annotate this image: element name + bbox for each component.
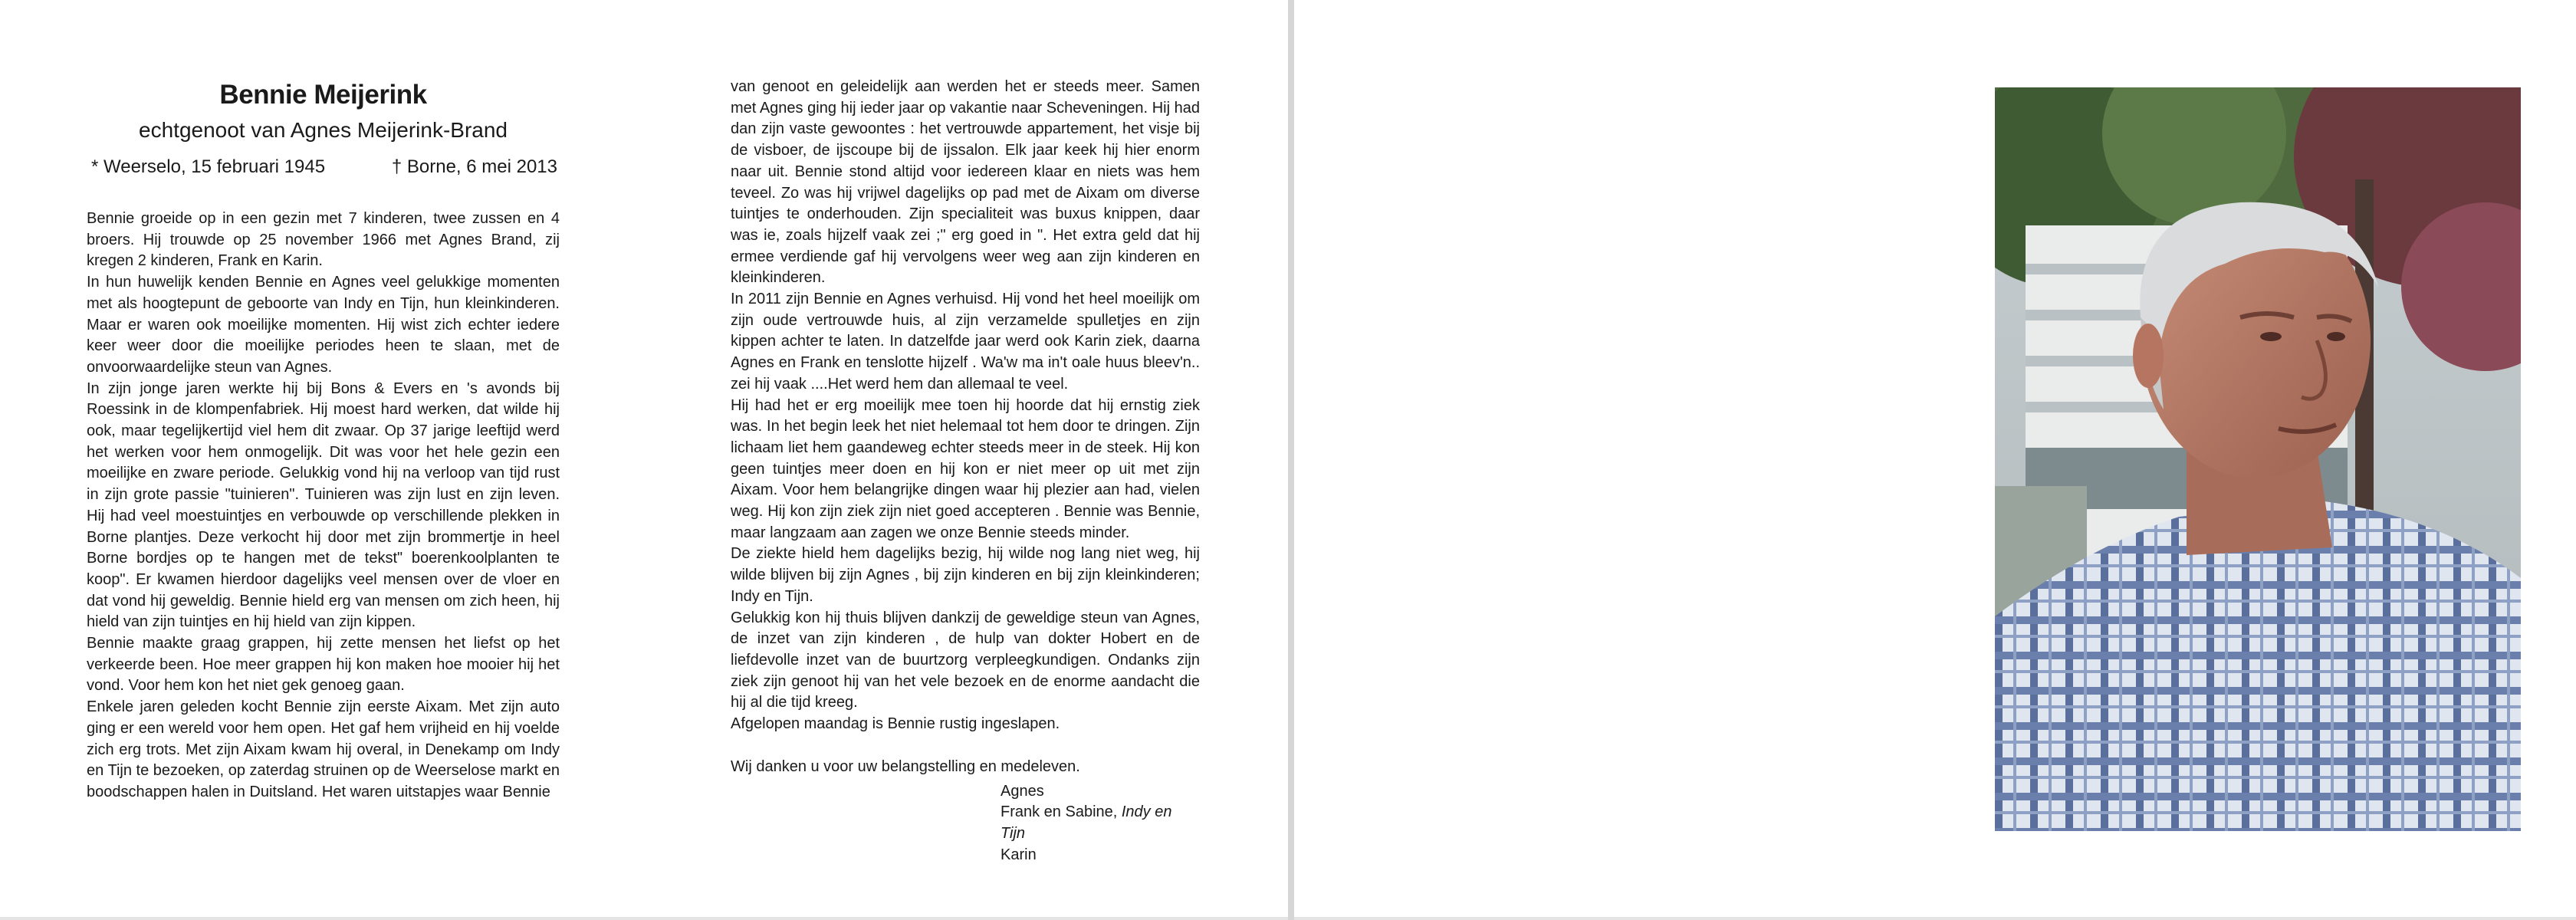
text-column-right: [731, 77, 1200, 866]
signer-parents: Frank en Sabine,: [1001, 803, 1122, 821]
signer-frank-sabine: [1001, 802, 1200, 844]
deceased-name: Bennie Meijerink: [219, 80, 427, 110]
signer-grandchildren: Indy en Tijn: [1001, 803, 1172, 842]
biography-part-2: [731, 77, 1200, 735]
life-dates: [87, 155, 560, 179]
thanks-line: Wij danken u voor uw belangstelling en medeleven.: [731, 757, 1080, 775]
paragraph: In zijn jonge jaren werkte hij bij Bons & Evers en 's avonds bij Roessink in de klompenfabriek. Hij moest hard werken, dat wilde hij ook, maar tegelijkertijd viel hem dit zwaar. Op 37 jarige leeftijd werd het werken voor hem onmogelijk. Dit was voor het hele gezin een moeilijke en zware periode. Gelukkig vond hij na verloop van tijd rust in zijn grote passie "tuinieren". Tuinieren was zijn lust en zijn leven. Hij had veel moestuintjes en verbouwde op verschillende plekken in Borne plantjes. Deze verkocht hij door met zijn brommertje in heel Borne bordjes op te hangen met de tekst" boerenkoolplanten te koop". Er kwamen hierdoor dagelijks veel mensen over de vloer en dat vond hij geweldig. Bennie hield erg van mensen om zich heen, hij hield van zijn tuintjes en hij hield van zijn kippen.: [87, 380, 560, 631]
birth-date: * Weerselo, 15 februari 1945: [91, 156, 326, 177]
paragraph: van genoot en geleidelijk aan werden het er steeds meer. Samen met Agnes ging hij ieder jaar op vakantie naar Scheveningen. Hij had dan zijn vaste gewoontes : het vertrouwde appartement, het visje bij de visboer, de ijscoupe bij de ijssalon. Elk jaar keek hij hier enorm naar uit. Bennie stond altijd voor iedereen klaar en niets was hem teveel. Zo was hij vrijwel dagelijks op pad met de Aixam om diverse tuintjes te onderhouden. Zijn specialiteit was buxus knippen, daar was ie, zoals hijzelf vaak zei ;" erg goed in ". Het extra geld dat hij ermee verdiende gaf hij vervolgens weer weg aan zijn kinderen en kleinkinderen.: [731, 78, 1200, 287]
signer-agnes: Agnes: [1001, 782, 1044, 800]
left-page: [0, 0, 1288, 917]
paragraph: Hij had het er erg moeilijk mee toen hij hoorde dat hij ernstig ziek was. In het begin leek het niet helemaal tot hem door te dringen. Zijn lichaam liet hem gaandeweg echter steeds meer in de steek. Hij kon geen tuintjes meer doen en hij kon er niet meer op uit met zijn Aixam. Voor hem belangrijke dingen waar hij plezier aan had, vielen weg. Hij kon zijn ziek zijn niet goed accepteren . Bennie was Bennie, maar langzaam aan zagen we onze Bennie steeds minder.: [731, 396, 1200, 541]
paragraph: Enkele jaren geleden kocht Bennie zijn eerste Aixam. Met zijn auto ging er een wereld voor hem open. Het gaf hem vrijheid en hij voelde zich erg trots. Met zijn Aixam kwam hij overal, in Denekamp om Indy en Tijn te bezoeken, op zaterdag struinen op de Weerselose markt en boodschappen halen in Duitsland. Het waren uitstapjes waar Bennie: [87, 698, 560, 800]
spouse-line: echtgenoot van Agnes Meijerink-Brand: [139, 118, 508, 142]
signer-karin: Karin: [1001, 846, 1037, 863]
text-column-left: [87, 74, 560, 803]
paragraph: In hun huwelijk kenden Bennie en Agnes veel gelukkige momenten met als hoogtepunt de geboorte van Indy en Tijn, hun kleinkinderen. Maar er waren ook moeilijke momenten. Hij wist zich echter iedere keer weer door die moeilijke periodes heen te slaan, met de onvoorwaardelijke steun van Agnes.: [87, 274, 560, 376]
paragraph: In 2011 zijn Bennie en Agnes verhuisd. Hij vond het heel moeilijk om zijn oude vertrouwde huis, al zijn verzamelde spulletjes en zijn kippen achter te laten. In datzelfde jaar werd ook Karin ziek, daarna Agnes en Frank en tenslotte hijzelf . Wa'w ma in't oale huus bleev'n.. zei hij vaak ....Het werd hem dan allemaal te veel.: [731, 291, 1200, 393]
biography-part-1: [87, 209, 560, 803]
paragraph: Gelukkig kon hij thuis blijven dankzij de geweldige steun van Agnes, de inzet van zijn kinderen , de hulp van dokter Hobert en de liefdevolle inzet van de buurtzorg verpleegkundigen. Ondanks zijn ziek zijn genoot hij van het vele bezoek en de enorme aandacht die hij al die tijd kreeg.: [731, 609, 1200, 711]
paragraph: Bennie maakte graag grappen, hij zette mensen het liefst op het verkeerde been. Hoe meer grappen hij kon maken hoe mooier hij het vond. Voor hem kon het niet gek genoeg gaan.: [87, 635, 560, 695]
card-header: [87, 78, 560, 179]
paragraph: Bennie groeide op in een gezin met 7 kinderen, twee zussen en 4 broers. Hij trouwde op 25 november 1966 met Agnes Brand, zij kregen 2 kinderen, Frank en Karin.: [87, 210, 560, 270]
death-date: † Borne, 6 mei 2013: [391, 156, 557, 177]
portrait-photo: [1995, 87, 2521, 831]
paragraph: De ziekte hield hem dagelijks bezig, hij wilde nog lang niet weg, hij wilde blijven bij zijn Agnes , bij zijn kinderen en bij zijn kleinkinderen; Indy en Tijn.: [731, 545, 1200, 605]
card-fold: [1288, 0, 1294, 920]
paragraph: Afgelopen maandag is Bennie rustig ingeslapen.: [731, 715, 1060, 733]
signatories: [1001, 781, 1200, 866]
